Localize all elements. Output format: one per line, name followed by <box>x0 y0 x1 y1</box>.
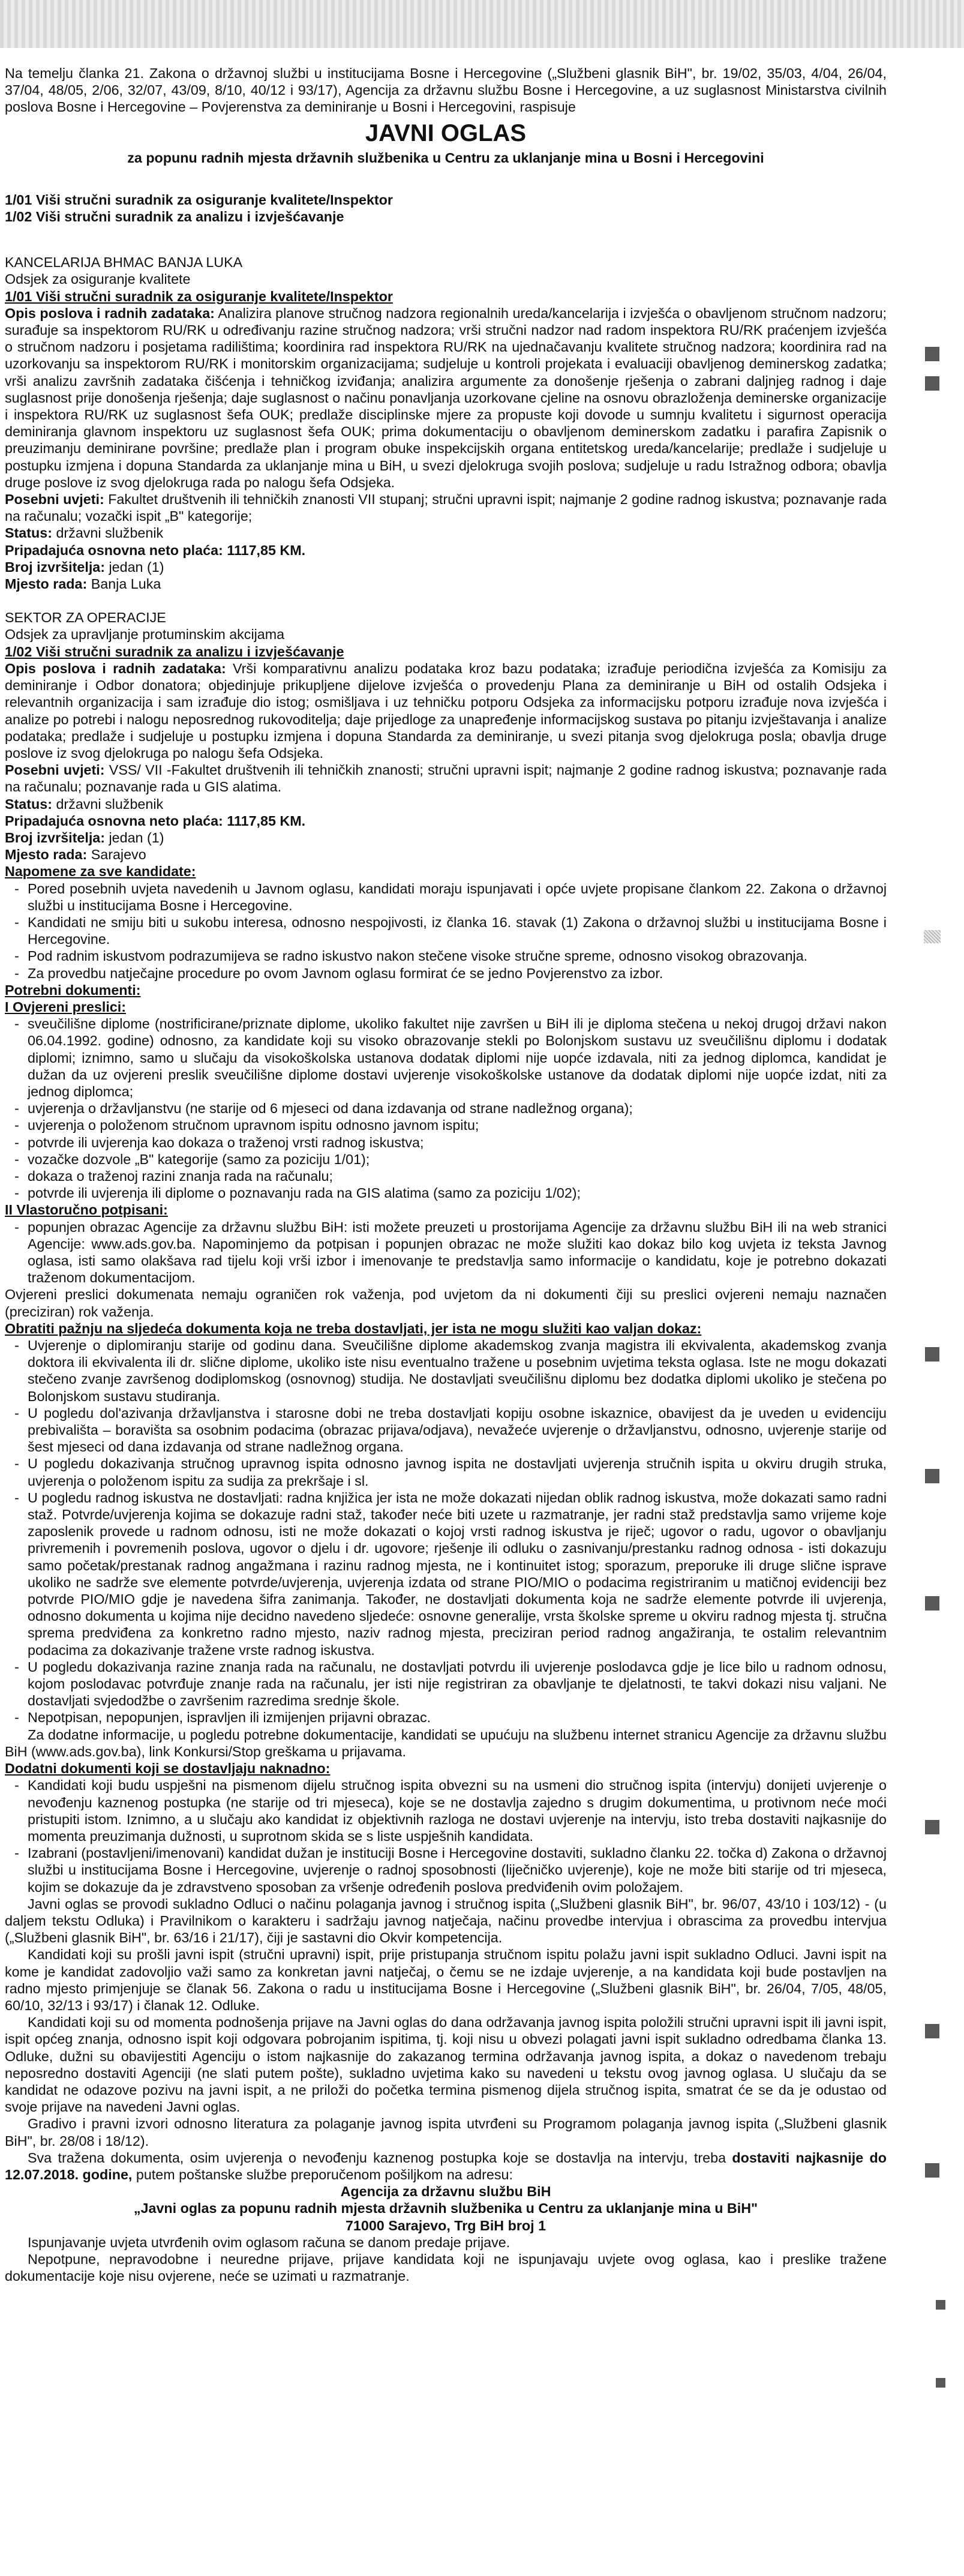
margin-marker <box>936 2300 945 2310</box>
conditions-text: Fakultet društvenih ili tehničkih znanosti VII stupanj; stručni upravni ispit; najmanje 2 godine radnog iskustva; poznavanje rada na računalu; vozački ispit „B" kategorije; <box>5 491 887 524</box>
list-item: - uvjerenja o državljanstvu (ne starije od 6 mjeseci od dana izdavanja od strane nadležnog organa); <box>28 1100 887 1117</box>
duties-paragraph <box>5 660 887 761</box>
count-line <box>5 559 887 575</box>
list-item: - dokaza o traženoj razini znanja rada na računalu; <box>28 1168 887 1184</box>
verified-list <box>5 1015 887 1201</box>
conditions-paragraph <box>5 491 887 524</box>
list-item: - Pod radnim iskustvom podrazumijeva se radno iskustvo nakon stečene visoke stručne spreme, odnosno visokog obrazovanja. <box>28 947 887 964</box>
salary-value: 1117,85 KM. <box>227 812 306 829</box>
count-line <box>5 829 887 846</box>
status-line <box>5 796 887 812</box>
list-item: - U pogledu dokazivanja stručnog upravnog ispita odnosno javnog ispita ne dostavljati uvjerenja stručnih ispita u okviru drugih struka, uvjerenja o položenom ispitu za sudija za prekršaje i sl. <box>28 1455 887 1489</box>
agency-address: 71000 Sarajevo, Trg BiH broj 1 <box>345 2217 546 2233</box>
duties-label: Opis poslova i radnih zadataka: <box>5 660 226 676</box>
list-item: - U pogledu radnog iskustva ne dostavljati: radna knjižica jer ista ne može dokazati nijedan oblik radnog iskustva, može dokazati samo radni staž. Potvrde/uvjerenja kojima se dokazuje radni staž, također neće biti uzete u razmatranje, jer radni staž predstavlja samo vrijeme koje zaposlenik provede u radnom odnosu, isti ne može dokazati o kojoj vrsti radnog iskustva je riječ; ugovor o radu, ugovor o obavljanju privremenih i povremenih poslova, ugovor o djelu i dr. ugovore; rješenje ili odluku o zasnivanju/prestanku radnog odnosa - isti dokazuju samo početak/prestanak radnog angažmana i razinu radnog mjesta, ne i kontinuitet istog; sporazum, preporuke ili druge slične isprave ukoliko ne sadrže sve elemente potvrde/uvjerenja, uvjerenja izdata od strane PIO/MIO o podacima registriranim u matičnoj evidenciji bez potvrde PIO/MIO gdje je navedena šifra zanimanja. Također, ne dostavljati dokumenta koja ne sadrže elemente potvrde ili uvjerenja, odnosno dokumenta u kojima nije decidno navedeno sljedeće: osnovne generalije, vrsta školske spreme u okviru radnog mjesta tj. stručna sprema predviđena za konkretno radno mjesto, naziv radnog mjesta, preciziran period radnog angažiranja, te ostalim relevantnim podacima za dokazivanje tražene vrste radnog iskustva. <box>28 1489 887 1659</box>
subunit-name: Odsjek za osiguranje kvalitete <box>5 271 191 287</box>
list-item: - Kandidati ne smiju biti u sukobu interesa, odnosno nespojivosti, iz članka 16. stavak (1) Zakona o državnoj službi u institucijama Bosne i Hercegovine. <box>28 914 887 947</box>
position-title: 1/02 Viši stručni suradnik za analizu i izvješćavanje <box>5 643 344 659</box>
envelope-subject: „Javni oglas za popunu radnih mjesta državnih službenika u Centru za uklanjanje mina u BiH" <box>133 2200 758 2217</box>
place-line <box>5 846 887 863</box>
info-paragraph: Za dodatne informacije, u pogledu potrebne dokumentacije, kandidati se upućuju na službenu internet stranicu Agencije za državnu službu BiH (www.ads.gov.ba), link Konkursi/Stop greškama u prijavama. <box>5 1726 887 1759</box>
intro-paragraph: Na temelju članka 21. Zakona o državnoj službi u institucijama Bosne i Hercegovine („Službeni glasnik BiH", br. 19/02, 35/03, 4/04, 26/04, 37/04, 48/05, 2/06, 32/07, 43/09, 8/10, 40/12 i 93/17), Agencija za državnu službu Bosne i Hercegovine, a uz suglasnost Ministarstva civilnih poslova Bosne i Hercegovine – Povjerenstva za deminiranje u Bosni i Hercegovini, raspisuje <box>5 65 887 115</box>
notice-subtitle: za popunu radnih mjesta državnih službenika u Centru za uklanjanje mina u Bosni i Hercegovini <box>127 149 764 166</box>
list-item: - potvrde ili uvjerenja kao dokaza o traženoj vrsti radnog iskustva; <box>28 1134 887 1151</box>
conditions-paragraph <box>5 761 887 795</box>
attention-heading: Obratiti pažnju na sljedeća dokumenta koja ne treba dostavljati, jer ista ne mogu služiti kao valjan dokaz: <box>5 1320 702 1336</box>
margin-marker <box>925 1820 939 1834</box>
submission-paragraph <box>5 2149 887 2183</box>
position-list-item: 1/02 Viši stručni suradnik za analizu i izvješćavanje <box>5 209 344 225</box>
agency-name: Agencija za državnu službu BiH <box>340 2184 551 2200</box>
list-item: - vozačke dozvole „B" kategorije (samo za poziciju 1/01); <box>28 1151 887 1168</box>
margin-marker <box>925 2163 939 2178</box>
count-value: jedan (1) <box>109 559 164 575</box>
closing-paragraph: Ispunjavanje uvjeta utvrđenih ovim oglasom računa se danom predaje prijave. <box>28 2234 510 2250</box>
margin-marker <box>925 347 939 361</box>
salary-line <box>5 812 887 829</box>
place-value: Banja Luka <box>91 576 161 592</box>
after-signed-paragraph: Ovjereni preslici dokumenata nemaju ograničen rok važenja, pod uvjetom da ni dokumenti čiji su preslici ovjereni nemaju naznačen (preciziran) rok važenja. <box>5 1286 887 1320</box>
status-value: državni službenik <box>56 525 164 541</box>
subunit-name: Odsjek za upravljanje protuminskim akcijama <box>5 626 285 643</box>
list-item: - sveučilišne diplome (nostrificirane/priznate diplome, ukoliko fakultet nije završen u BiH ili je diploma stečena u nekoj drugoj državi nakon 06.04.1992. godine) odnosno, za kandidate koji su visoko obrazovanje stekli po Bolonjskom sustavu uz sveučilišnu diplomu i dodatak diplomi; iznimno, samo u slučaju da visokoškolska ustanova dodatak diplomi nije uopće izdavala, niti za jednog diplomca, kandidat je dužan da uz ovjereni preslik sveučilišne diplome dostavi uvjerenje visokoškolske ustanove da dodatak diplomi nije uopće izdat, niti za jednog diplomca; <box>28 1015 887 1100</box>
list-item: - U pogledu dokazivanja razine znanja rada na računalu, ne dostavljati potvrdu ili uvjerenje poslodavca gdje je lice bilo u radnom odnosu, kojom poslodavac potvrđuje znanje rada na računalu, jer isti nije registriran za obavljanje te djelatnosti, te takvi dokazi nisu valjani. Ne dostavljati svjedodžbe o završenim razredima srednje škole. <box>28 1659 887 1710</box>
signed-list <box>5 1219 887 1286</box>
list-item: - Uvjerenje o diplomiranju starije od godinu dana. Sveučilišne diplome akademskog zvanja magistra ili ekvivalenta, akademskog zvanja doktora ili ekvivalenta ili dr. slične diplome, ukoliko iste nisu eventualno tražene u posebnim uvjetima teksta oglasa. Iste ne mogu dokazati stečeno zvanje završenog dodiplomskog (osnovnog) studija. Ne dostavljati sveučilišnu diplomu bez dodatka diplomi ukoliko je stečena po Bolonjskom sustavu studiranja. <box>28 1337 887 1405</box>
list-item: - Kandidati koji budu uspješni na pismenom dijelu stručnog ispita obvezni su na usmeni dio stručnog ispita (intervju) donijeti uvjerenje o nevođenju kaznenog postupka (ne starije od tri mjeseca), koje se ne dostavlja zajedno s drugim dokumentima, u protivnom neće moći pristupiti istom. Iznimno, a u slučaju ako kandidat iz objektivnih razloga ne dostavi uvjerenje na intervju, isto treba dostaviti najkasnije do momenta preuzimanja dužnosti, u suprotnom skida se s liste uspješnih kandidata. <box>28 1777 887 1845</box>
attention-list <box>5 1337 887 1726</box>
margin-marker <box>925 1469 939 1483</box>
place-label: Mjesto rada: <box>5 847 88 863</box>
additional-heading: Dodatni dokumenti koji se dostavljaju naknadno: <box>5 1761 331 1777</box>
place-line <box>5 575 887 592</box>
place-label: Mjesto rada: <box>5 576 88 592</box>
count-label: Broj izvršitelja: <box>5 559 106 575</box>
verified-heading: I Ovjereni preslici: <box>5 998 126 1015</box>
margin-marker <box>925 1347 939 1362</box>
status-label: Status: <box>5 525 52 541</box>
margin-marker <box>925 1596 939 1611</box>
list-item: - popunjen obrazac Agencije za državnu službu BiH: isti možete preuzeti u prostorijama Agencije za državnu službu BiH ili na web stranici Agencije: www.ads.gov.ba. Napominjemo da potpisan i popunjen obrazac ne može služiti kao dokaz bilo kog uvjeta iz teksta Javnog oglasa, isti samo olakšava rad tijelu koji vrši izbor i imenovanje te predstavlja samo informacije o kandidatu, koje je potrebno dokazati traženom dokumentacijom. <box>28 1219 887 1286</box>
position-title: 1/01 Viši stručni suradnik za osiguranje kvalitete/Inspektor <box>5 288 393 304</box>
margin-marker <box>925 2024 939 2038</box>
status-line <box>5 524 887 541</box>
salary-label: Pripadajuća osnovna neto plaća: <box>5 542 223 558</box>
list-item: - Pored posebnih uvjeta navedenih u Javnom oglasu, kandidati moraju ispunjavati i opće uvjete propisane člankom 22. Zakona o državnoj službi u institucijama Bosne i Hercegovine. <box>28 880 887 914</box>
status-label: Status: <box>5 796 52 812</box>
salary-line <box>5 542 887 559</box>
margin-marker <box>936 2378 945 2388</box>
notice-title: JAVNI OGLAS <box>365 119 527 146</box>
salary-value: 1117,85 KM. <box>227 542 306 558</box>
duties-paragraph <box>5 305 887 491</box>
unit-name: SEKTOR ZA OPERACIJE <box>5 610 166 626</box>
scan-top-band <box>0 0 964 48</box>
body-paragraph: Kandidati koji su prošli javni ispit (stručni upravni) ispit, prije pristupanja stručnom ispitu polažu javni ispit sukladno Odluci. Javni ispit na kome je kandidat zadovoljio važi samo za konkretan javni natječaj, o čemu se ne izdaje uvjerenje, a na kandidata koji bude postavljen na radno mjesto primjenjuje se članak 56. Zakona o radu u institucijama Bosne i Hercegovine („Službeni glasnik BiH", br. 26/04, 7/05, 48/05, 60/10, 32/13 i 93/17) i članak 12. Odluke. <box>5 1947 887 2013</box>
salary-label: Pripadajuća osnovna neto plaća: <box>5 812 223 829</box>
duties-text: Vrši komparativnu analizu podataka kroz bazu podataka; izrađuje periodična izvješća za Komisiju za deminiranje i Odbor donatora; objedinjuje prikupljene dijelove izvješća o provedenju Plana za deminiranje u BiH od ostalih Odsjeka i relevantnih organizacija i sam izrađuje dio istog; osmišljava i uz tehničku potporu Odsjeka za informacijsku potporu izrađuje nova izvješća i analize po potrebi i nalogu neposrednog rukovoditelja; daje prijedloge za unapređenje informacijskog sustava po pitanju izvještavanja i analize podataka; predlaže i sudjeluje u postupku izmjena i dopuna Standarda za deminiranje, u svezi pitanja svog djelokruga posla; obavlja druge poslove iz svog djelokruga po nalogu šefa Odsjeka. <box>5 660 887 761</box>
public-notice <box>5 65 887 2284</box>
duties-text: Analizira planove stručnog nadzora regionalnih ureda/kancelarija i izvješća o obavljenom stručnom nadzoru; surađuje sa inspektorom RU/RK u određivanju razine stručnog nadzora; vrši stručni nadzor nad radom inspektora RU/RK praćenjem izvješća o stručnom nadzoru i posjetama radilištima; koordinira rad inspektora RU/RK na ujednačavanju kvalitete stručnog nadzora; koordinira rad na uzorkovanju sa inspektorom RU/RK i monitorskim organizacijama; sudjeluje u kontroli projekata i evaluaciji obavljenog deminerskog zadatka; vrši analizu završnih zadataka čišćenja i tehničkog izviđanja; analizira argumente za donošenje rješenja o zabrani daljnjeg radnog i daje suglasnost prije donošenja rješenja; daje suglasnost o načinu ponavljanja uzorkovane cjeline na osnovu obrazloženja deminerske organizacije i inspektora RU/RK uz suglasnost šefa OUK; predlaže disciplinske mjere za propuste koji dovode u sumnju kvalitetu i sigurnost operacija deminiranja glavnom inspektoru uz suglasnost šefa OUK; prima dokumentaciju o obavljenom deminerskom zadatku i parafira Zapisnik o preuzimanju deminirane površine; predlaže plan i program obuke inspekcijskih organa entitetskog ureda/kancelarije; predlaže i sudjeluje u postupku izmjena i dopuna Standarda za uklanjanje mina u BiH, u svezi djelokruga svojih poslova; sudjeluje u radu Istražnog odbora; obavlja druge poslove iz svog djelokruga rada po nalogu šefa Odsjeka. <box>5 305 887 490</box>
duties-label: Opis poslova i radnih zadataka: <box>5 305 215 321</box>
position-list-item: 1/01 Viši stručni suradnik za osiguranje kvalitete/Inspektor <box>5 191 393 208</box>
submission-deadline: dostaviti najkasnije do 12.07.2018. godine, <box>5 2149 887 2182</box>
count-label: Broj izvršitelja: <box>5 829 106 845</box>
list-item: - U pogledu dol'azivanja državljanstva i starosne dobi ne treba dostavljati kopiju osobne iskaznice, obavijest da je uveden u evidenciju prebivališta – boravišta sa osobnim podacima (obrazac prijava/odjava), nevažeće uvjerenje o državljanstvu, odnosno, uvjerenje starije od šest mjeseci od dana izdavanja od strane nadležnog organa. <box>28 1405 887 1456</box>
list-item: - potvrde ili uvjerenja ili diplome o poznavanju rada na GIS alatima (samo za poziciju 1/02); <box>28 1184 887 1201</box>
conditions-label: Posebni uvjeti: <box>5 762 105 778</box>
status-value: državni službenik <box>56 796 164 812</box>
conditions-text: VSS/ VII -Fakultet društvenih ili tehničkih znanosti; stručni upravni ispit; najmanje 2 godine radnog iskustva; poznavanje rada na računalu; poznavanje rada u GIS alatima. <box>5 762 887 795</box>
signed-heading: II Vlastoručno potpisani: <box>5 1202 168 1218</box>
list-item: - Za provedbu natječajne procedure po ovom Javnom oglasu formirat će se jedno Povjerenstvo za izbor. <box>28 965 887 982</box>
docs-heading: Potrebni dokumenti: <box>5 982 141 998</box>
conditions-label: Posebni uvjeti: <box>5 491 104 508</box>
body-paragraph: Gradivo i pravni izvori odnosno literatura za polaganje javnog ispita utvrđeni su Programom polaganja javnog ispita („Službeni glasnik BiH", br. 28/08 i 18/12). <box>5 2116 887 2149</box>
closing-paragraph: Nepotpune, nepravodobne i neuredne prijave, prijave kandidata koji ne ispunjavaju uvjete ovog oglasa, kao i preslike tražene dokumentacije koje nisu ovjerene, neće se uzimati u razmatranje. <box>5 2251 887 2284</box>
list-item: - Nepotpisan, nepopunjen, ispravljen ili izmijenjen prijavni obrazac. <box>28 1709 887 1726</box>
list-item: - uvjerenja o položenom stručnom upravnom ispitu odnosno javnom ispitu; <box>28 1117 887 1133</box>
additional-list <box>5 1777 887 1895</box>
margin-marker <box>925 376 939 391</box>
submission-text: Sva tražena dokumenta, osim uvjerenja o nevođenju kaznenog postupka koje se dostavlja na intervju, treba <box>28 2149 726 2166</box>
notes-heading: Napomene za sve kandidate: <box>5 863 196 880</box>
place-value: Sarajevo <box>91 847 146 863</box>
body-paragraph: Javni oglas se provodi sukladno Odluci o načinu polaganja javnog i stručnog ispita („Službeni glasnik BiH", br. 96/07, 43/10 i 103/12) - (u daljem tekstu Odluka) i Pravilnikom o karakteru i sadržaju javnog natječaja, načinu provedbe intervjua i obrascima za provedbu intervjua („Službeni glasnik BiH", br. 63/16 i 21/17), čiji je sastavni dio Okvir kompetencija. <box>5 1896 887 1946</box>
unit-name: KANCELARIJA BHMAC BANJA LUKA <box>5 254 243 271</box>
notes-list <box>5 880 887 982</box>
count-value: jedan (1) <box>109 829 164 845</box>
body-paragraph: Kandidati koji su od momenta podnošenja prijave na Javni oglas do dana održavanja javnog ispita položili stručni upravni ispit ili javni ispit, ispit općeg znanja, odnosno ispit koji odgovara pobrojanim ispitima, tj. koji nisu u obvezi polagati javni ispit sukladno odredbama članka 13. Odluke, dužni su obavijestiti Agenciju o istom najkasnije do zakazanog termina održavanja javnog ispita, a dokaz o navedenom trebaju neposredno dostaviti Agenciji (ne slati putem pošte), sukladno uvjetima kako su navedeni u tekstu ovog javnog oglasa. U slučaju da se kandidat ne odazove pozivu na javni ispit, a ne priloži do početka termina pismenog dijela stručnog ispita, smatrat će se da je odustao od svoje prijave na navedeni Javni oglas. <box>5 2014 887 2115</box>
scan-speck <box>924 930 941 943</box>
submission-text-2: putem poštanske službe preporučenom pošiljkom na adresu: <box>136 2166 513 2182</box>
list-item: - Izabrani (postavljeni/imenovani) kandidat dužan je instituciji Bosne i Hercegovine dostaviti, sukladno članku 22. točka d) Zakona o državnoj službi u institucijama Bosne i Hercegovine, uvjerenje o radnoj sposobnosti (liječničko uvjerenje), koje ne može biti starije od tri mjeseca, kojim se dokazuje da je zdravstveno sposoban za vršenje određenih poslova predviđenih ovim položajem. <box>28 1845 887 1896</box>
